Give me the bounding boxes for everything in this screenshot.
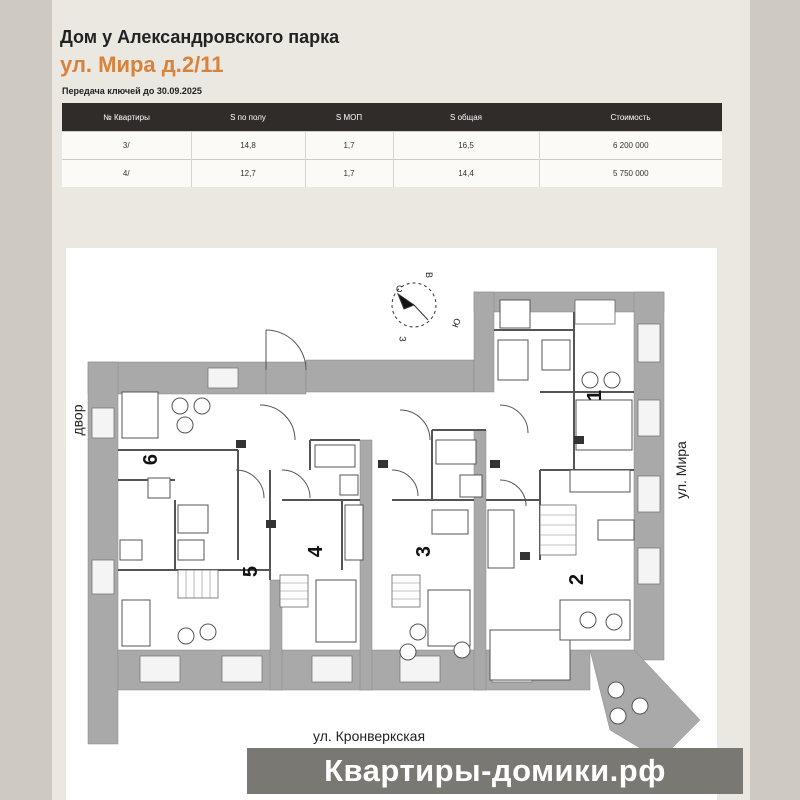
cell-common-area: 1,7 [305,160,393,188]
courtyard-label: двор [69,404,86,436]
col-price: Стоимость [539,103,722,132]
cell-total-area: 16,5 [393,132,539,160]
building-title: Дом у Александровского парка [60,27,340,47]
apartment-number-2: 2 [566,573,589,586]
cell-apartment: 4/ [62,160,191,188]
plan-stair-steps [186,515,576,599]
col-floor-area: S по полу [191,103,305,132]
compass-north-label: С [396,284,403,294]
kronverkskaya-street-label: ул. Кронверкская [313,728,426,744]
apartment-number-3: 3 [413,545,436,558]
apartment-number-6: 6 [140,453,163,466]
col-apartment: № Квартиры [62,103,191,132]
col-common-area: S МОП [305,103,393,132]
cell-floor-area: 12,7 [191,160,305,188]
cell-price: 6 200 000 [539,132,722,160]
col-total-area: S общая [393,103,539,132]
handover-date: Передача ключей до 30.09.2025 [62,86,202,96]
cell-floor-area: 14,8 [191,132,305,160]
compass-east-label: В [424,271,435,279]
cell-common-area: 1,7 [305,132,393,160]
plan-plumbing-marks [236,436,584,560]
site-watermark: Квартиры-домики.рф [247,748,743,794]
cell-total-area: 14,4 [393,160,539,188]
cell-apartment: 3/ [62,132,191,160]
apartment-number-5: 5 [240,565,263,578]
mira-street-label: ул. Мира [672,441,689,499]
apartment-number-4: 4 [305,545,328,558]
cell-price: 5 750 000 [539,160,722,188]
compass-west-label: З [397,336,408,342]
building-address: ул. Мира д.2/11 [60,52,224,77]
compass-south-label: Ю [450,317,463,329]
apartment-number-1: 1 [584,389,607,402]
